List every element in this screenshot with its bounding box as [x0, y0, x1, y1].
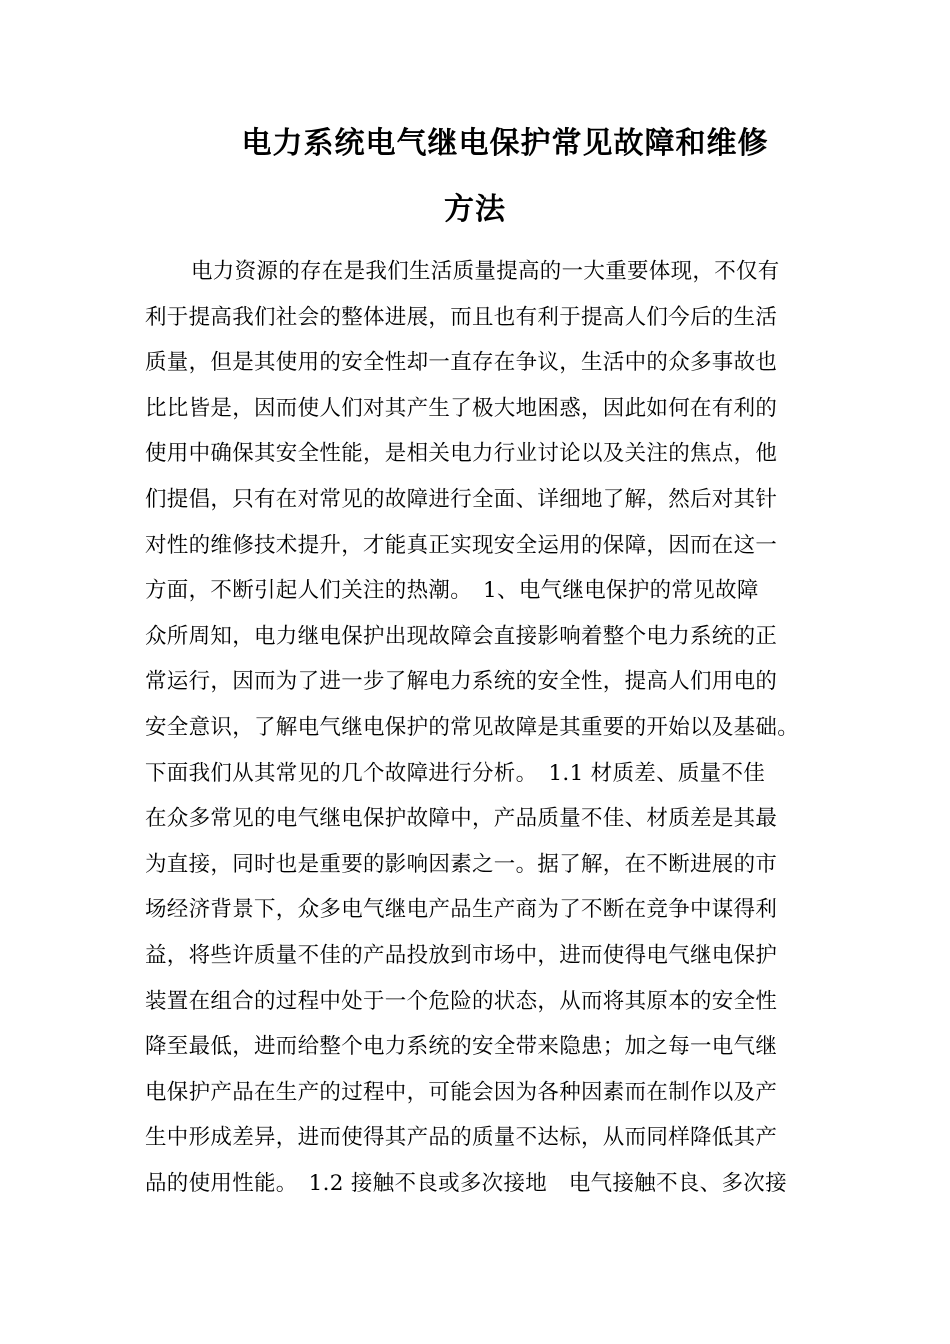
body-line: 装置在组合的过程中处于一个危险的状态，从而将其原本的安全性 [145, 988, 778, 1014]
body-line: 们提倡，只有在对常见的故障进行全面、详细地了解，然后对其针 [145, 486, 778, 512]
body-line: 常运行，因而为了进一步了解电力系统的安全性，提高人们用电的 [145, 669, 778, 695]
document-body [145, 249, 813, 1206]
body-line: 安全意识，了解电气继电保护的常见故障是其重要的开始以及基础。 [145, 714, 800, 740]
body-line: 电力资源的存在是我们生活质量提高的一大重要体现，不仅有 [191, 259, 780, 284]
body-line: 品的使用性能。 1.2 接触不良或多次接地 电气接触不良、多次接 [145, 1170, 787, 1196]
body-line: 为直接，同时也是重要的影响因素之一。据了解，在不断进展的市 [145, 851, 778, 877]
body-line: 降至最低，进而给整个电力系统的安全带来隐患；加之每一电气继 [145, 1034, 778, 1060]
body-line: 对性的维修技术提升，才能真正实现安全运用的保障，因而在这一 [145, 532, 778, 558]
body-line: 生中形成差异，进而使得其产品的质量不达标，从而同样降低其产 [145, 1125, 778, 1151]
body-line: 利于提高我们社会的整体进展，而且也有利于提高人们今后的生活 [145, 304, 778, 330]
document-title-line-2: 方法 [444, 192, 506, 227]
body-line: 质量，但是其使用的安全性却一直存在争议，生活中的众多事故也 [145, 350, 778, 376]
body-line: 下面我们从其常见的几个故障进行分析。 1.1 材质差、质量不佳 [145, 760, 766, 786]
body-line: 比比皆是，因而使人们对其产生了极大地困惑，因此如何在有利的 [145, 395, 778, 421]
body-line: 在众多常见的电气继电保护故障中，产品质量不佳、材质差是其最 [145, 806, 778, 832]
body-line: 益，将些许质量不佳的产品投放到市场中，进而使得电气继电保护 [145, 942, 778, 968]
body-line: 场经济背景下，众多电气继电产品生产商为了不断在竞争中谋得利 [145, 897, 778, 923]
body-line: 使用中确保其安全性能，是相关电力行业讨论以及关注的焦点，他 [145, 441, 778, 467]
document-title-line-1: 电力系统电气继电保护常见故障和维修 [241, 126, 769, 161]
body-line: 电保护产品在生产的过程中，可能会因为各种因素而在制作以及产 [145, 1079, 778, 1105]
body-line: 方面，不断引起人们关注的热潮。 1、电气继电保护的常见故障 [145, 578, 759, 604]
body-line: 众所周知，电力继电保护出现故障会直接影响着整个电力系统的正 [145, 623, 778, 649]
